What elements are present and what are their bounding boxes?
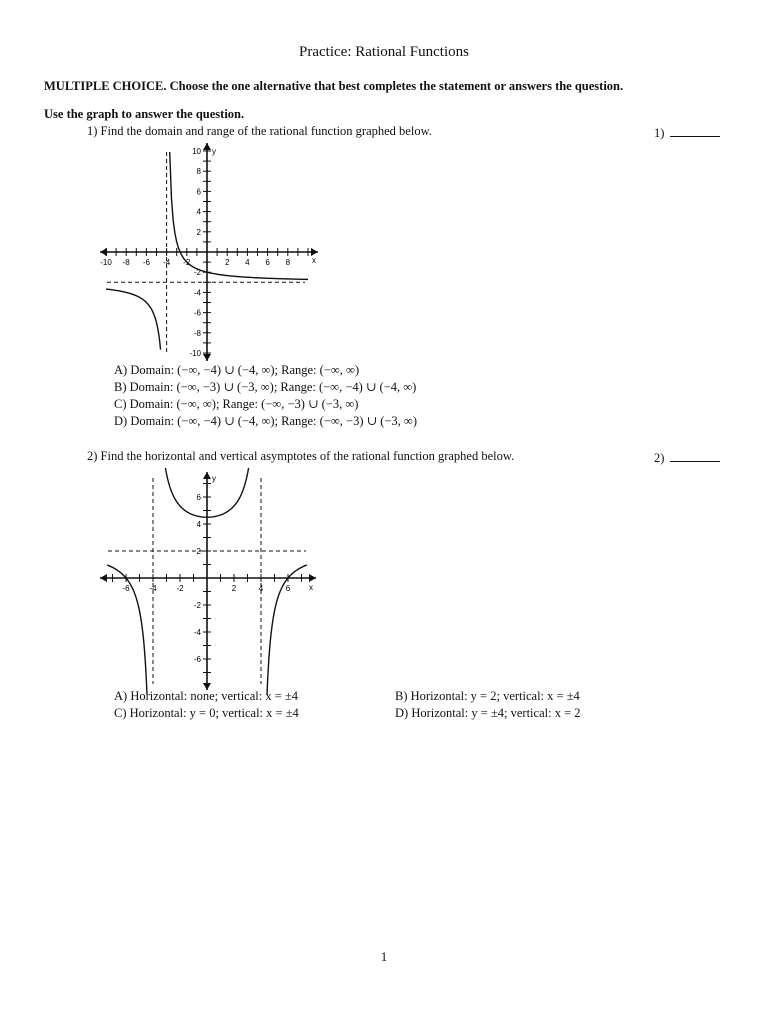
y-tick-label: -6 bbox=[193, 655, 201, 664]
y-axis-label: y bbox=[212, 147, 216, 156]
y-tick-label: -4 bbox=[193, 628, 201, 637]
y-tick-label: 2 bbox=[196, 547, 201, 556]
x-tick-label: 2 bbox=[231, 584, 237, 593]
question-2-choice-a[interactable]: A) Horizontal: none; vertical: x = ±4 bbox=[114, 689, 298, 703]
x-tick-label: -4 bbox=[149, 584, 157, 593]
question-1-number: 1) bbox=[654, 126, 665, 140]
y-axis-label: y bbox=[212, 474, 216, 483]
y-tick-label: -10 bbox=[189, 349, 201, 358]
question-1-answer-blank[interactable] bbox=[670, 124, 720, 137]
page-number: 1 bbox=[380, 949, 388, 964]
y-axis-arrow-down bbox=[203, 354, 211, 361]
y-tick-label: 6 bbox=[196, 493, 201, 502]
question-1-choice-b[interactable]: B) Domain: (−∞, −3) ∪ (−3, ∞); Range: (−∞, −4) ∪ (−4, ∞) bbox=[114, 380, 417, 394]
question-1-choice-a[interactable]: A) Domain: (−∞, −4) ∪ (−4, ∞); Range: (−∞, ∞) bbox=[114, 363, 360, 377]
question-2-choice-b[interactable]: B) Horizontal: y = 2; vertical: x = ±4 bbox=[395, 689, 580, 703]
x-tick-label: -6 bbox=[122, 584, 130, 593]
y-tick-label: 4 bbox=[196, 520, 201, 529]
x-tick-label: -2 bbox=[183, 258, 191, 267]
y-tick-label: -8 bbox=[193, 328, 201, 338]
x-axis-arrow-right bbox=[309, 574, 316, 582]
question-2-answer-slot bbox=[654, 449, 720, 466]
x-tick-label: -2 bbox=[176, 584, 184, 593]
y-tick-label: -6 bbox=[193, 308, 201, 318]
instructions: MULTIPLE CHOICE. Choose the one alternative that best completes the statement or answers the question. bbox=[44, 79, 624, 93]
y-tick-label: -2 bbox=[193, 601, 201, 610]
curve-left-branch bbox=[106, 289, 161, 350]
x-tick-label: -10 bbox=[100, 258, 112, 267]
question-2-number: 2) bbox=[654, 451, 665, 465]
question-1-choice-c[interactable]: C) Domain: (−∞, ∞); Range: (−∞, −3) ∪ (−3, ∞) bbox=[114, 397, 359, 411]
question-1-graph bbox=[95, 140, 325, 362]
question-2-prompt: 2) Find the horizontal and vertical asymptotes of the rational function graphed below. bbox=[87, 449, 515, 463]
x-tick-label: 6 bbox=[285, 584, 291, 593]
question-1-answer-slot bbox=[654, 124, 720, 141]
question-2-graph bbox=[95, 468, 325, 694]
y-axis-arrow-up bbox=[203, 472, 211, 479]
x-tick-label: -8 bbox=[122, 258, 130, 267]
x-tick-label: -4 bbox=[163, 258, 171, 267]
y-tick-label: 8 bbox=[196, 167, 201, 177]
y-tick-label: -4 bbox=[193, 288, 201, 298]
x-tick-label: 4 bbox=[258, 584, 264, 593]
y-tick-label: 4 bbox=[196, 207, 201, 217]
question-2-answer-blank[interactable] bbox=[670, 449, 720, 462]
y-tick-label: 2 bbox=[196, 227, 201, 237]
question-1-choice-d[interactable]: D) Domain: (−∞, −4) ∪ (−4, ∞); Range: (−∞, −3) ∪ (−3, ∞) bbox=[114, 414, 418, 428]
x-axis-arrow-left bbox=[100, 574, 107, 582]
x-tick-label: 4 bbox=[245, 258, 250, 267]
y-tick-label: 10 bbox=[192, 147, 201, 156]
question-2-choice-c[interactable]: C) Horizontal: y = 0; vertical: x = ±4 bbox=[114, 706, 299, 720]
y-tick-label: -2 bbox=[193, 268, 201, 278]
x-axis-arrow-right bbox=[311, 248, 318, 256]
y-tick-label: 6 bbox=[196, 187, 201, 197]
x-tick-label: 8 bbox=[285, 258, 291, 267]
x-tick-label: -6 bbox=[142, 258, 150, 267]
x-axis-label: x bbox=[309, 583, 313, 592]
question-1-prompt: 1) Find the domain and range of the rational function graphed below. bbox=[87, 124, 432, 138]
section-note: Use the graph to answer the question. bbox=[44, 107, 245, 121]
y-axis-arrow-up bbox=[203, 143, 211, 150]
question-2-choice-d[interactable]: D) Horizontal: y = ±4; vertical: x = 2 bbox=[395, 706, 581, 720]
x-tick-label: 6 bbox=[265, 258, 270, 267]
page-title: Practice: Rational Functions bbox=[299, 44, 469, 60]
x-tick-label: 2 bbox=[224, 258, 230, 267]
x-axis-label: x bbox=[312, 256, 316, 265]
